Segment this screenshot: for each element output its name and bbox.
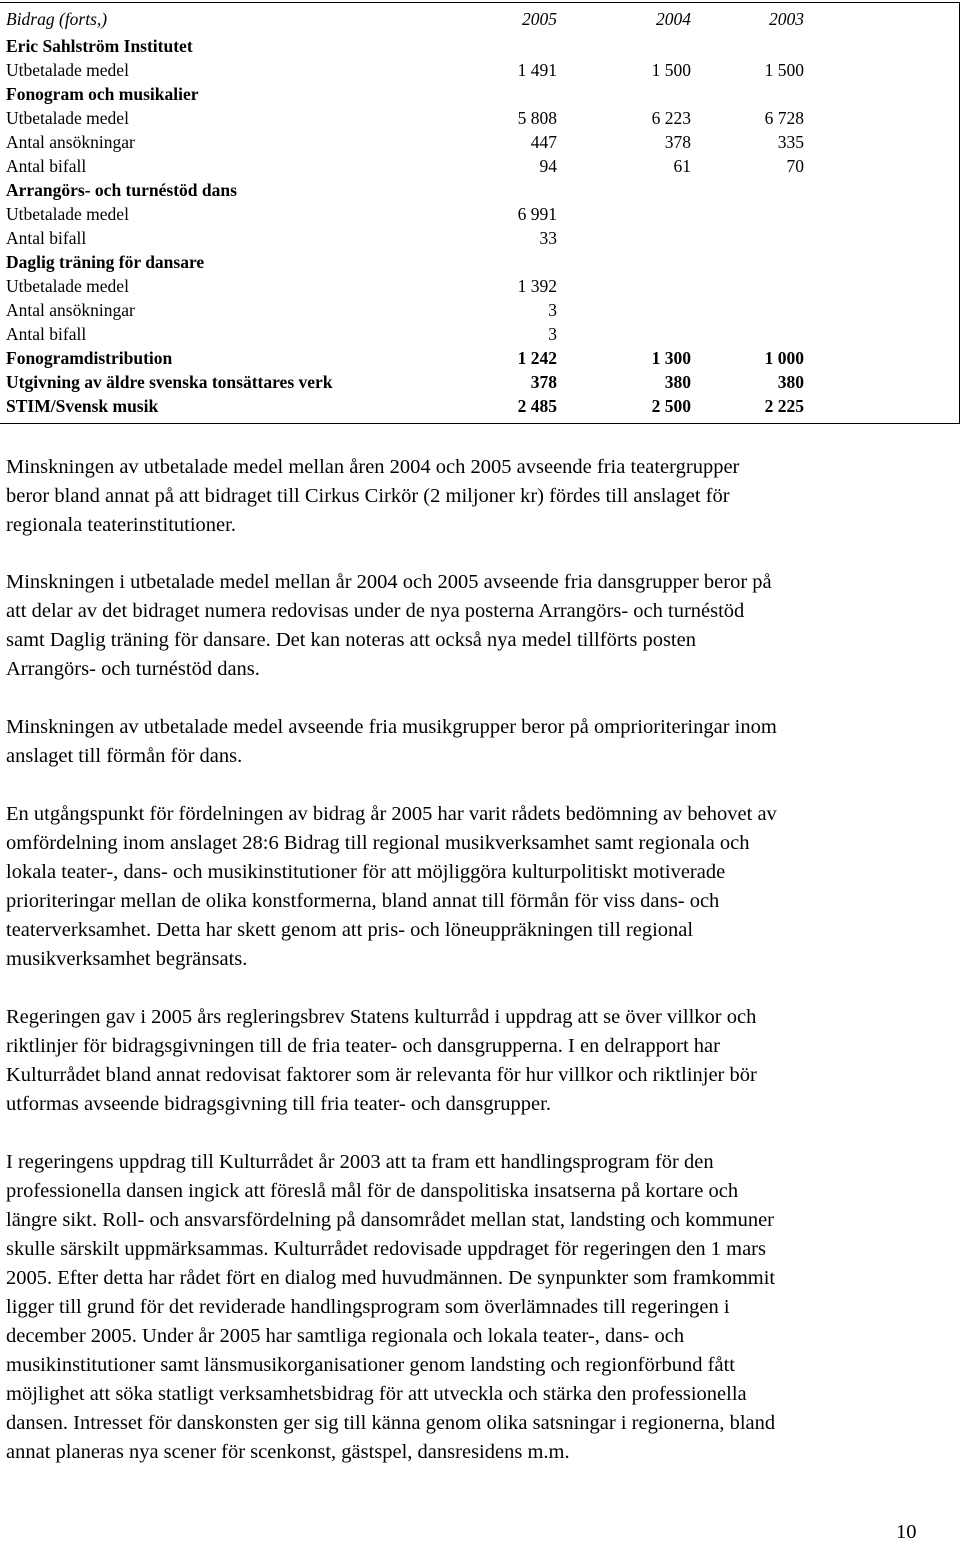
value-2005: 6 991 [517, 204, 557, 224]
table-row [6, 106, 806, 130]
table-row [6, 370, 806, 394]
table-row [6, 130, 806, 154]
value-2004: 61 [673, 156, 691, 176]
value-2003: 335 [777, 132, 804, 152]
value-2005: 3 [548, 300, 557, 320]
value-2005: 447 [530, 132, 557, 152]
table-row [6, 82, 806, 106]
table-row [6, 274, 806, 298]
table-row [6, 322, 806, 346]
value-2005: 33 [539, 228, 557, 248]
row-label: Utbetalade medel [6, 276, 129, 296]
value-2004: 380 [664, 372, 691, 392]
value-2004: 378 [664, 132, 691, 152]
row-label: Fonogramdistribution [6, 348, 173, 368]
value-2005: 1 392 [517, 276, 557, 296]
table-row [6, 250, 806, 274]
paragraph-music-groups: Minskningen av utbetalade medel avseende fria musikgrupper beror på omprioriteringar inom anslaget till förmån för dans. [6, 716, 777, 767]
year-2003-header: 2003 [769, 9, 804, 29]
row-label: Utbetalade medel [6, 204, 129, 224]
table-row [6, 154, 806, 178]
value-2005: 1 242 [517, 348, 557, 368]
paragraph-action-program: I regeringens uppdrag till Kulturrådet år 2003 att ta fram ett handlingsprogram för den professionella dansen ingick att föreslå mål för de danspolitiska insatserna på kortare och längre sikt. Roll- och ansvarsfördelning på dansområdet mellan stat, landsting och kommuner skulle särskilt uppmärksammas. Kulturrådet redovisade uppdraget för regeringen den 1 mars 2005. Efter detta har rådet fört en dialog med huvudmännen. De synpunkter som framkommit ligger till grund för det reviderade handlingsprogram som överlämnades till regeringen i december 2005. Under år 2005 har samtliga regionala och lokala teater-, dans- och musikinstitutioner samt länsmusikorganisationer genom landsting och regionförbund fått möjlighet att söka statligt verksamhetsbidrag för att utveckla och stärka den professionella dansen. Intresset för danskonsten ger sig till känna genom olika satsningar i regionerna, bland annat planeras nya scener för scenkonst, gästspel, dansresidens m.m. [6, 1151, 776, 1463]
value-2003: 1 500 [764, 60, 804, 80]
page-number: 10 [896, 1521, 917, 1543]
table-row [6, 178, 806, 202]
value-2005: 378 [530, 372, 557, 392]
value-2005: 5 808 [517, 108, 557, 128]
value-2005: 3 [548, 324, 557, 344]
value-2005: 94 [539, 156, 557, 176]
table-header-row [6, 7, 806, 31]
paragraph-dance-groups: Minskningen i utbetalade medel mellan år 2004 och 2005 avseende fria dansgrupper beror på att delar av det bidraget numera redovisas under de nya posterna Arrangörs- och turnéstöd samt Daglig träning för dansare. Det kan noteras att också nya medel tillförts posten Arrangörs- och turnéstöd dans. [6, 571, 772, 680]
paragraph-theatre-groups: Minskningen av utbetalade medel mellan åren 2004 och 2005 avseende fria teatergrupper beror bland annat på att bidraget till Cirkus Cirkör (2 miljoner kr) fördes till anslaget för regionala teaterinstitutioner. [6, 456, 740, 536]
value-2003: 1 000 [764, 348, 804, 368]
value-2004: 1 300 [651, 348, 691, 368]
value-2003: 70 [786, 156, 804, 176]
row-label: Arrangörs- och turnéstöd dans [6, 180, 237, 200]
value-2005: 1 491 [517, 60, 557, 80]
table-row [6, 346, 806, 370]
row-label: Antal ansökningar [6, 300, 135, 320]
table-row [6, 58, 806, 82]
table-row [6, 394, 806, 418]
year-2004-header: 2004 [656, 9, 691, 29]
table-row [6, 226, 806, 250]
value-2003: 6 728 [764, 108, 804, 128]
row-label: Fonogram och musikalier [6, 84, 199, 104]
row-label: Antal bifall [6, 324, 87, 344]
row-label: Antal bifall [6, 156, 87, 176]
row-label: Antal bifall [6, 228, 87, 248]
paragraph-distribution: En utgångspunkt för fördelningen av bidrag år 2005 har varit rådets bedömning av behovet av omfördelning inom anslaget 28:6 Bidrag till regional musikverksamhet samt regionala och lokala teater-, dans- och musikinstitutioner för att möjliggöra kulturpolitiskt motiverade prioriteringar mellan de olika konstformerna, bland annat till förmån för viss dans- och teaterverksamhet. Detta har skett genom att pris- och löneuppräkningen till regional musikverksamhet begränsats. [6, 803, 777, 970]
value-2004: 2 500 [651, 396, 691, 416]
row-label: Utbetalade medel [6, 60, 129, 80]
row-label: Antal ansökningar [6, 132, 135, 152]
row-label: STIM/Svensk musik [6, 396, 159, 416]
table-header-label: Bidrag (forts,) [6, 9, 108, 29]
table-row [6, 202, 806, 226]
row-label: Daglig träning för dansare [6, 252, 205, 272]
paragraph-regulation-letter: Regeringen gav i 2005 års regleringsbrev Statens kulturråd i uppdrag att se över villkor och riktlinjer för bidragsgivningen till de fria teater- och dansgrupperna. I en delrapport har Kulturrådet bland annat redovisat faktorer som är relevanta för hur villkor och riktlinjer bör utformas avseende bidragsgivning till fria teater- och dansgrupper. [6, 1006, 757, 1115]
value-2003: 380 [777, 372, 804, 392]
row-label: Utbetalade medel [6, 108, 129, 128]
value-2005: 2 485 [517, 396, 557, 416]
year-2005-header: 2005 [522, 9, 557, 29]
table-row [6, 298, 806, 322]
row-label: Utgivning av äldre svenska tonsättares verk [6, 372, 333, 392]
table-row [6, 34, 806, 58]
row-label: Eric Sahlström Institutet [6, 36, 193, 56]
value-2004: 1 500 [651, 60, 691, 80]
value-2004: 6 223 [651, 108, 691, 128]
value-2003: 2 225 [764, 396, 804, 416]
